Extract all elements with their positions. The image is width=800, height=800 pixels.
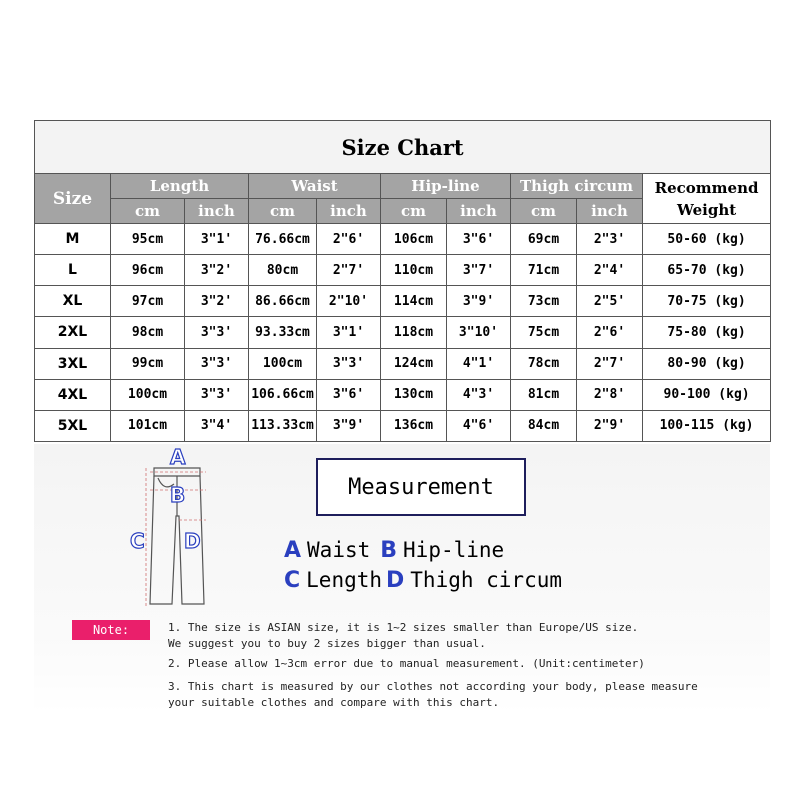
hip-inch-cell: 3"10': [447, 317, 511, 348]
legend-letter-b: B: [380, 538, 398, 563]
size-cell: XL: [35, 286, 111, 317]
thigh-inch-cell: 2"8': [577, 379, 643, 410]
table-row: [35, 224, 771, 255]
length-header: Length: [111, 174, 249, 199]
waist-cm-header: cm: [249, 199, 317, 224]
weight-label: Weight: [676, 200, 737, 219]
measurement-title: Measurement: [316, 458, 526, 516]
note-line-5: your suitable clothes and compare with this chart.: [168, 696, 500, 709]
thigh-cm-cell: 84cm: [511, 410, 577, 441]
waist-cm-cell: 80cm: [249, 255, 317, 286]
waist-inch-cell: 3"9': [317, 410, 381, 441]
size-rows: [35, 224, 771, 442]
waist-cm-cell: 113.33cm: [249, 410, 317, 441]
hip-inch-cell: 3"7': [447, 255, 511, 286]
note-line-2: We suggest you to buy 2 sizes bigger than usual.: [168, 637, 486, 650]
hip-cm-cell: 110cm: [381, 255, 447, 286]
weight-cell: 100-115 (kg): [643, 410, 771, 441]
waist-inch-cell: 2"10': [317, 286, 381, 317]
note-line-4: 3. This chart is measured by our clothes not according your body, please measure: [168, 680, 698, 693]
length-inch-cell: 3"3': [185, 379, 249, 410]
table-row: [35, 317, 771, 348]
waist-inch-cell: 3"1': [317, 317, 381, 348]
length-cm-cell: 100cm: [111, 379, 185, 410]
waist-inch-header: inch: [317, 199, 381, 224]
length-cm-cell: 95cm: [111, 224, 185, 255]
hip-inch-header: inch: [447, 199, 511, 224]
length-inch-cell: 3"3': [185, 348, 249, 379]
pants-diagram: [126, 444, 266, 614]
note-line-1: 1. The size is ASIAN size, it is 1~2 sizes smaller than Europe/US size.: [168, 621, 639, 634]
recommend-weight-header: [643, 174, 771, 224]
length-inch-cell: 3"3': [185, 317, 249, 348]
waist-cm-cell: 106.66cm: [249, 379, 317, 410]
weight-cell: 80-90 (kg): [643, 348, 771, 379]
thigh-inch-cell: 2"3': [577, 224, 643, 255]
waist-cm-cell: 76.66cm: [249, 224, 317, 255]
weight-cell: 65-70 (kg): [643, 255, 771, 286]
hip-cm-cell: 118cm: [381, 317, 447, 348]
size-cell: 5XL: [35, 410, 111, 441]
measurement-section: [34, 444, 770, 714]
legend-letter-c: C: [284, 568, 301, 593]
diagram-label-b: B: [170, 483, 186, 507]
waist-cm-cell: 93.33cm: [249, 317, 317, 348]
thigh-cm-cell: 71cm: [511, 255, 577, 286]
diagram-label-c: C: [130, 529, 145, 553]
length-inch-cell: 3"4': [185, 410, 249, 441]
legend-label-length: Length: [306, 568, 383, 592]
length-inch-cell: 3"2': [185, 255, 249, 286]
chart-title: Size Chart: [35, 121, 771, 174]
waist-header: Waist: [249, 174, 381, 199]
hip-inch-cell: 4"6': [447, 410, 511, 441]
weight-cell: 75-80 (kg): [643, 317, 771, 348]
length-cm-cell: 98cm: [111, 317, 185, 348]
hip-cm-header: cm: [381, 199, 447, 224]
thigh-inch-cell: 2"5': [577, 286, 643, 317]
length-cm-cell: 96cm: [111, 255, 185, 286]
weight-cell: 70-75 (kg): [643, 286, 771, 317]
hip-inch-cell: 3"9': [447, 286, 511, 317]
weight-cell: 90-100 (kg): [643, 379, 771, 410]
table-row: [35, 255, 771, 286]
size-chart-table: [34, 120, 771, 442]
hip-cm-cell: 130cm: [381, 379, 447, 410]
legend-label-thigh: Thigh circum: [410, 568, 562, 592]
note-line-3: 2. Please allow 1~3cm error due to manual measurement. (Unit:centimeter): [168, 657, 645, 670]
waist-cm-cell: 86.66cm: [249, 286, 317, 317]
table-row: [35, 410, 771, 441]
length-cm-cell: 99cm: [111, 348, 185, 379]
thigh-inch-cell: 2"4': [577, 255, 643, 286]
thigh-cm-cell: 69cm: [511, 224, 577, 255]
thigh-cm-cell: 81cm: [511, 379, 577, 410]
length-inch-cell: 3"1': [185, 224, 249, 255]
size-header: Size: [35, 174, 111, 224]
thigh-cm-cell: 78cm: [511, 348, 577, 379]
length-cm-cell: 97cm: [111, 286, 185, 317]
thigh-cm-header: cm: [511, 199, 577, 224]
hip-inch-cell: 4"1': [447, 348, 511, 379]
size-cell: L: [35, 255, 111, 286]
thigh-inch-cell: 2"6': [577, 317, 643, 348]
diagram-label-a: A: [170, 445, 186, 469]
legend-label-waist: Waist: [307, 538, 371, 562]
diagram-label-d: D: [184, 529, 201, 553]
hip-header: Hip-line: [381, 174, 511, 199]
thigh-inch-cell: 2"9': [577, 410, 643, 441]
recommend-label: Recommend: [654, 178, 759, 197]
table-row: [35, 348, 771, 379]
legend-letter-a: A: [284, 538, 302, 563]
legend-letter-d: D: [386, 568, 405, 593]
weight-cell: 50-60 (kg): [643, 224, 771, 255]
legend-row-1: [284, 538, 504, 563]
table-row: [35, 286, 771, 317]
hip-inch-cell: 3"6': [447, 224, 511, 255]
hip-cm-cell: 124cm: [381, 348, 447, 379]
waist-cm-cell: 100cm: [249, 348, 317, 379]
hip-inch-cell: 4"3': [447, 379, 511, 410]
size-cell: 3XL: [35, 348, 111, 379]
size-cell: M: [35, 224, 111, 255]
hip-cm-cell: 106cm: [381, 224, 447, 255]
waist-inch-cell: 2"6': [317, 224, 381, 255]
table-row: [35, 379, 771, 410]
size-cell: 4XL: [35, 379, 111, 410]
length-inch-cell: 3"2': [185, 286, 249, 317]
size-cell: 2XL: [35, 317, 111, 348]
thigh-cm-cell: 75cm: [511, 317, 577, 348]
thigh-header: Thigh circum: [511, 174, 643, 199]
thigh-cm-cell: 73cm: [511, 286, 577, 317]
hip-cm-cell: 114cm: [381, 286, 447, 317]
waist-inch-cell: 2"7': [317, 255, 381, 286]
length-cm-cell: 101cm: [111, 410, 185, 441]
hip-cm-cell: 136cm: [381, 410, 447, 441]
legend-row-2: [284, 568, 562, 593]
waist-inch-cell: 3"6': [317, 379, 381, 410]
legend-label-hip: Hip-line: [403, 538, 505, 562]
waist-inch-cell: 3"3': [317, 348, 381, 379]
note-badge: Note:: [72, 620, 150, 640]
thigh-inch-header: inch: [577, 199, 643, 224]
thigh-inch-cell: 2"7': [577, 348, 643, 379]
length-inch-header: inch: [185, 199, 249, 224]
length-cm-header: cm: [111, 199, 185, 224]
